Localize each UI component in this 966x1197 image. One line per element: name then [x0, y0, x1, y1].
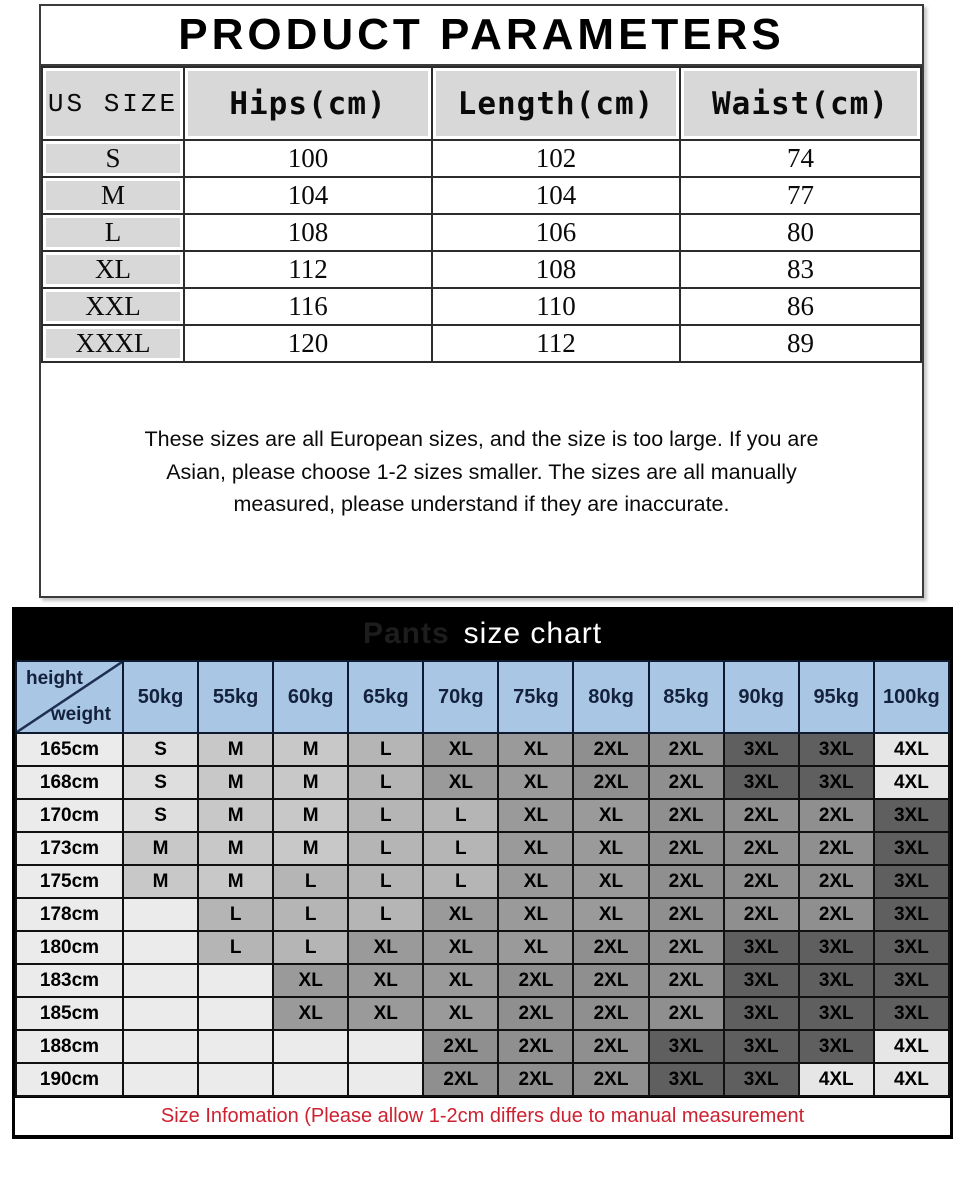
params-row-l	[42, 214, 921, 251]
params-row-xxxl	[42, 325, 921, 362]
weight-header-100kg: 100kg	[874, 661, 949, 733]
params-cell-l-hips: 108	[184, 214, 432, 251]
height-label-180cm: 180cm	[16, 931, 123, 964]
size-cell-178cm-65kg: L	[348, 898, 423, 931]
size-cell-178cm-75kg: XL	[498, 898, 573, 931]
size-cell-190cm-50kg	[123, 1063, 198, 1096]
size-cell-178cm-60kg: L	[273, 898, 348, 931]
size-chart-faint-prefix: Pants	[362, 616, 450, 650]
size-cell-190cm-100kg: 4XL	[874, 1063, 949, 1096]
size-cell-170cm-100kg: 3XL	[874, 799, 949, 832]
params-column-header-waist-cm: Waist(cm)	[680, 67, 921, 140]
size-cell-175cm-70kg: L	[423, 865, 498, 898]
size-cell-188cm-55kg	[198, 1030, 273, 1063]
params-column-header-length-cm: Length(cm)	[432, 67, 680, 140]
size-chart-row-190cm	[16, 1063, 949, 1096]
size-cell-185cm-50kg	[123, 997, 198, 1030]
params-row-xxl	[42, 288, 921, 325]
product-parameters-title: PRODUCT PARAMETERS	[41, 6, 922, 66]
size-chart-section	[12, 607, 953, 1139]
weight-header-95kg: 95kg	[799, 661, 874, 733]
params-row-m	[42, 177, 921, 214]
params-cell-xl-waist: 83	[680, 251, 921, 288]
params-cell-xl-size: XL	[42, 251, 184, 288]
params-cell-m-hips: 104	[184, 177, 432, 214]
size-cell-180cm-50kg	[123, 931, 198, 964]
size-cell-170cm-75kg: XL	[498, 799, 573, 832]
size-cell-170cm-70kg: L	[423, 799, 498, 832]
size-cell-183cm-90kg: 3XL	[724, 964, 799, 997]
height-label-185cm: 185cm	[16, 997, 123, 1030]
weight-header-65kg: 65kg	[348, 661, 423, 733]
size-cell-175cm-80kg: XL	[573, 865, 648, 898]
size-cell-185cm-65kg: XL	[348, 997, 423, 1030]
size-cell-168cm-80kg: 2XL	[573, 766, 648, 799]
size-cell-180cm-75kg: XL	[498, 931, 573, 964]
size-cell-170cm-60kg: M	[273, 799, 348, 832]
size-chart-title-text: size chart	[463, 616, 603, 650]
params-cell-xxl-size: XXL	[42, 288, 184, 325]
weight-header-70kg: 70kg	[423, 661, 498, 733]
size-cell-190cm-60kg	[273, 1063, 348, 1096]
size-cell-170cm-95kg: 2XL	[799, 799, 874, 832]
size-cell-190cm-65kg	[348, 1063, 423, 1096]
size-cell-168cm-50kg: S	[123, 766, 198, 799]
size-chart-table	[15, 660, 950, 1097]
size-cell-168cm-90kg: 3XL	[724, 766, 799, 799]
size-chart-title	[12, 607, 953, 660]
size-cell-185cm-60kg: XL	[273, 997, 348, 1030]
product-parameters-table	[41, 66, 922, 363]
size-cell-190cm-85kg: 3XL	[649, 1063, 724, 1096]
size-note-line-1: These sizes are all European sizes, and the size is too large. If you are	[144, 427, 819, 451]
size-cell-165cm-50kg: S	[123, 733, 198, 766]
size-cell-168cm-85kg: 2XL	[649, 766, 724, 799]
size-cell-185cm-75kg: 2XL	[498, 997, 573, 1030]
size-cell-183cm-75kg: 2XL	[498, 964, 573, 997]
size-cell-168cm-100kg: 4XL	[874, 766, 949, 799]
weight-header-75kg: 75kg	[498, 661, 573, 733]
size-cell-183cm-80kg: 2XL	[573, 964, 648, 997]
size-cell-180cm-55kg: L	[198, 931, 273, 964]
size-chart-row-168cm	[16, 766, 949, 799]
size-cell-175cm-60kg: L	[273, 865, 348, 898]
weight-header-85kg: 85kg	[649, 661, 724, 733]
size-cell-180cm-100kg: 3XL	[874, 931, 949, 964]
size-cell-185cm-70kg: XL	[423, 997, 498, 1030]
size-cell-178cm-80kg: XL	[573, 898, 648, 931]
size-cell-185cm-80kg: 2XL	[573, 997, 648, 1030]
height-label-188cm: 188cm	[16, 1030, 123, 1063]
params-cell-xxxl-size: XXXL	[42, 325, 184, 362]
params-cell-xxxl-length: 112	[432, 325, 680, 362]
size-cell-183cm-60kg: XL	[273, 964, 348, 997]
size-cell-175cm-55kg: M	[198, 865, 273, 898]
size-cell-173cm-60kg: M	[273, 832, 348, 865]
size-chart-row-173cm	[16, 832, 949, 865]
size-note	[41, 423, 922, 521]
size-cell-185cm-95kg: 3XL	[799, 997, 874, 1030]
size-cell-168cm-95kg: 3XL	[799, 766, 874, 799]
size-cell-188cm-65kg	[348, 1030, 423, 1063]
size-cell-185cm-85kg: 2XL	[649, 997, 724, 1030]
size-cell-190cm-70kg: 2XL	[423, 1063, 498, 1096]
size-cell-168cm-65kg: L	[348, 766, 423, 799]
size-cell-165cm-90kg: 3XL	[724, 733, 799, 766]
size-chart-row-165cm	[16, 733, 949, 766]
height-label-183cm: 183cm	[16, 964, 123, 997]
size-cell-165cm-70kg: XL	[423, 733, 498, 766]
size-cell-188cm-85kg: 3XL	[649, 1030, 724, 1063]
height-label-165cm: 165cm	[16, 733, 123, 766]
size-cell-188cm-100kg: 4XL	[874, 1030, 949, 1063]
size-cell-188cm-95kg: 3XL	[799, 1030, 874, 1063]
params-header-row	[42, 67, 921, 140]
size-cell-170cm-85kg: 2XL	[649, 799, 724, 832]
size-chart-header-row	[16, 661, 949, 733]
size-cell-168cm-55kg: M	[198, 766, 273, 799]
size-cell-175cm-85kg: 2XL	[649, 865, 724, 898]
size-chart-footer-text: Size Infomation (Please allow 1-2cm differs due to manual measurement	[160, 1105, 805, 1127]
weight-header-90kg: 90kg	[724, 661, 799, 733]
height-label-168cm: 168cm	[16, 766, 123, 799]
size-cell-175cm-50kg: M	[123, 865, 198, 898]
size-cell-170cm-90kg: 2XL	[724, 799, 799, 832]
size-cell-175cm-90kg: 2XL	[724, 865, 799, 898]
size-cell-165cm-65kg: L	[348, 733, 423, 766]
size-cell-170cm-55kg: M	[198, 799, 273, 832]
params-cell-xxxl-hips: 120	[184, 325, 432, 362]
size-chart-row-188cm	[16, 1030, 949, 1063]
size-cell-180cm-60kg: L	[273, 931, 348, 964]
size-cell-180cm-95kg: 3XL	[799, 931, 874, 964]
product-parameters-section	[39, 4, 924, 598]
params-cell-l-waist: 80	[680, 214, 921, 251]
weight-header-80kg: 80kg	[573, 661, 648, 733]
size-cell-173cm-50kg: M	[123, 832, 198, 865]
height-label-190cm: 190cm	[16, 1063, 123, 1096]
size-chart-row-183cm	[16, 964, 949, 997]
params-cell-s-length: 102	[432, 140, 680, 177]
size-cell-178cm-85kg: 2XL	[649, 898, 724, 931]
params-cell-xl-hips: 112	[184, 251, 432, 288]
params-row-xl	[42, 251, 921, 288]
height-label-173cm: 173cm	[16, 832, 123, 865]
size-cell-173cm-85kg: 2XL	[649, 832, 724, 865]
params-cell-m-waist: 77	[680, 177, 921, 214]
size-cell-183cm-50kg	[123, 964, 198, 997]
size-cell-183cm-65kg: XL	[348, 964, 423, 997]
size-cell-185cm-100kg: 3XL	[874, 997, 949, 1030]
size-chart-row-178cm	[16, 898, 949, 931]
size-cell-183cm-95kg: 3XL	[799, 964, 874, 997]
size-cell-165cm-100kg: 4XL	[874, 733, 949, 766]
size-chart-row-170cm	[16, 799, 949, 832]
size-cell-190cm-95kg: 4XL	[799, 1063, 874, 1096]
size-cell-185cm-90kg: 3XL	[724, 997, 799, 1030]
size-cell-175cm-95kg: 2XL	[799, 865, 874, 898]
params-cell-l-length: 106	[432, 214, 680, 251]
size-cell-170cm-50kg: S	[123, 799, 198, 832]
size-cell-180cm-80kg: 2XL	[573, 931, 648, 964]
params-cell-xxl-hips: 116	[184, 288, 432, 325]
weight-header-55kg: 55kg	[198, 661, 273, 733]
size-cell-180cm-65kg: XL	[348, 931, 423, 964]
size-cell-183cm-85kg: 2XL	[649, 964, 724, 997]
size-cell-190cm-80kg: 2XL	[573, 1063, 648, 1096]
size-cell-190cm-75kg: 2XL	[498, 1063, 573, 1096]
height-label-170cm: 170cm	[16, 799, 123, 832]
size-cell-168cm-75kg: XL	[498, 766, 573, 799]
size-cell-173cm-65kg: L	[348, 832, 423, 865]
size-cell-178cm-100kg: 3XL	[874, 898, 949, 931]
weight-header-50kg: 50kg	[123, 661, 198, 733]
size-cell-188cm-50kg	[123, 1030, 198, 1063]
params-column-header-hips-cm: Hips(cm)	[184, 67, 432, 140]
size-cell-170cm-65kg: L	[348, 799, 423, 832]
size-cell-188cm-80kg: 2XL	[573, 1030, 648, 1063]
size-cell-190cm-55kg	[198, 1063, 273, 1096]
size-cell-178cm-70kg: XL	[423, 898, 498, 931]
size-cell-173cm-95kg: 2XL	[799, 832, 874, 865]
size-cell-173cm-75kg: XL	[498, 832, 573, 865]
size-chart-row-180cm	[16, 931, 949, 964]
size-chart-row-175cm	[16, 865, 949, 898]
size-cell-175cm-65kg: L	[348, 865, 423, 898]
size-cell-168cm-70kg: XL	[423, 766, 498, 799]
size-cell-173cm-70kg: L	[423, 832, 498, 865]
size-cell-168cm-60kg: M	[273, 766, 348, 799]
size-cell-165cm-60kg: M	[273, 733, 348, 766]
size-cell-165cm-80kg: 2XL	[573, 733, 648, 766]
params-cell-xxl-length: 110	[432, 288, 680, 325]
size-cell-188cm-70kg: 2XL	[423, 1030, 498, 1063]
size-cell-170cm-80kg: XL	[573, 799, 648, 832]
size-cell-165cm-95kg: 3XL	[799, 733, 874, 766]
size-cell-183cm-100kg: 3XL	[874, 964, 949, 997]
params-cell-xxl-waist: 86	[680, 288, 921, 325]
params-cell-s-size: S	[42, 140, 184, 177]
params-cell-xxxl-waist: 89	[680, 325, 921, 362]
size-cell-165cm-55kg: M	[198, 733, 273, 766]
size-note-line-2: Asian, please choose 1-2 sizes smaller. The sizes are all manually	[166, 459, 797, 484]
weight-header-60kg: 60kg	[273, 661, 348, 733]
params-cell-m-size: M	[42, 177, 184, 214]
height-weight-corner-cell	[16, 661, 123, 733]
size-cell-165cm-85kg: 2XL	[649, 733, 724, 766]
params-cell-s-waist: 74	[680, 140, 921, 177]
params-row-s	[42, 140, 921, 177]
size-cell-175cm-75kg: XL	[498, 865, 573, 898]
size-cell-190cm-90kg: 3XL	[724, 1063, 799, 1096]
size-cell-178cm-55kg: L	[198, 898, 273, 931]
size-cell-188cm-60kg	[273, 1030, 348, 1063]
size-cell-180cm-70kg: XL	[423, 931, 498, 964]
size-cell-173cm-80kg: XL	[573, 832, 648, 865]
size-cell-188cm-75kg: 2XL	[498, 1030, 573, 1063]
size-chart-row-185cm	[16, 997, 949, 1030]
size-cell-185cm-55kg	[198, 997, 273, 1030]
size-cell-180cm-85kg: 2XL	[649, 931, 724, 964]
size-cell-173cm-90kg: 2XL	[724, 832, 799, 865]
size-cell-178cm-95kg: 2XL	[799, 898, 874, 931]
size-cell-175cm-100kg: 3XL	[874, 865, 949, 898]
size-cell-178cm-50kg	[123, 898, 198, 931]
size-cell-173cm-55kg: M	[198, 832, 273, 865]
size-chart-footer	[15, 1098, 950, 1135]
size-note-line-3: measured, please understand if they are inaccurate.	[233, 492, 730, 516]
size-cell-188cm-90kg: 3XL	[724, 1030, 799, 1063]
height-label-178cm: 178cm	[16, 898, 123, 931]
size-cell-165cm-75kg: XL	[498, 733, 573, 766]
params-cell-l-size: L	[42, 214, 184, 251]
size-cell-178cm-90kg: 2XL	[724, 898, 799, 931]
corner-height-label: height	[26, 668, 83, 689]
size-cell-183cm-70kg: XL	[423, 964, 498, 997]
params-cell-xl-length: 108	[432, 251, 680, 288]
size-cell-173cm-100kg: 3XL	[874, 832, 949, 865]
height-label-175cm: 175cm	[16, 865, 123, 898]
corner-weight-label: weight	[50, 704, 111, 725]
params-cell-m-length: 104	[432, 177, 680, 214]
size-cell-183cm-55kg	[198, 964, 273, 997]
params-column-header-us-size: US SIZE	[42, 67, 184, 140]
params-cell-s-hips: 100	[184, 140, 432, 177]
size-cell-180cm-90kg: 3XL	[724, 931, 799, 964]
